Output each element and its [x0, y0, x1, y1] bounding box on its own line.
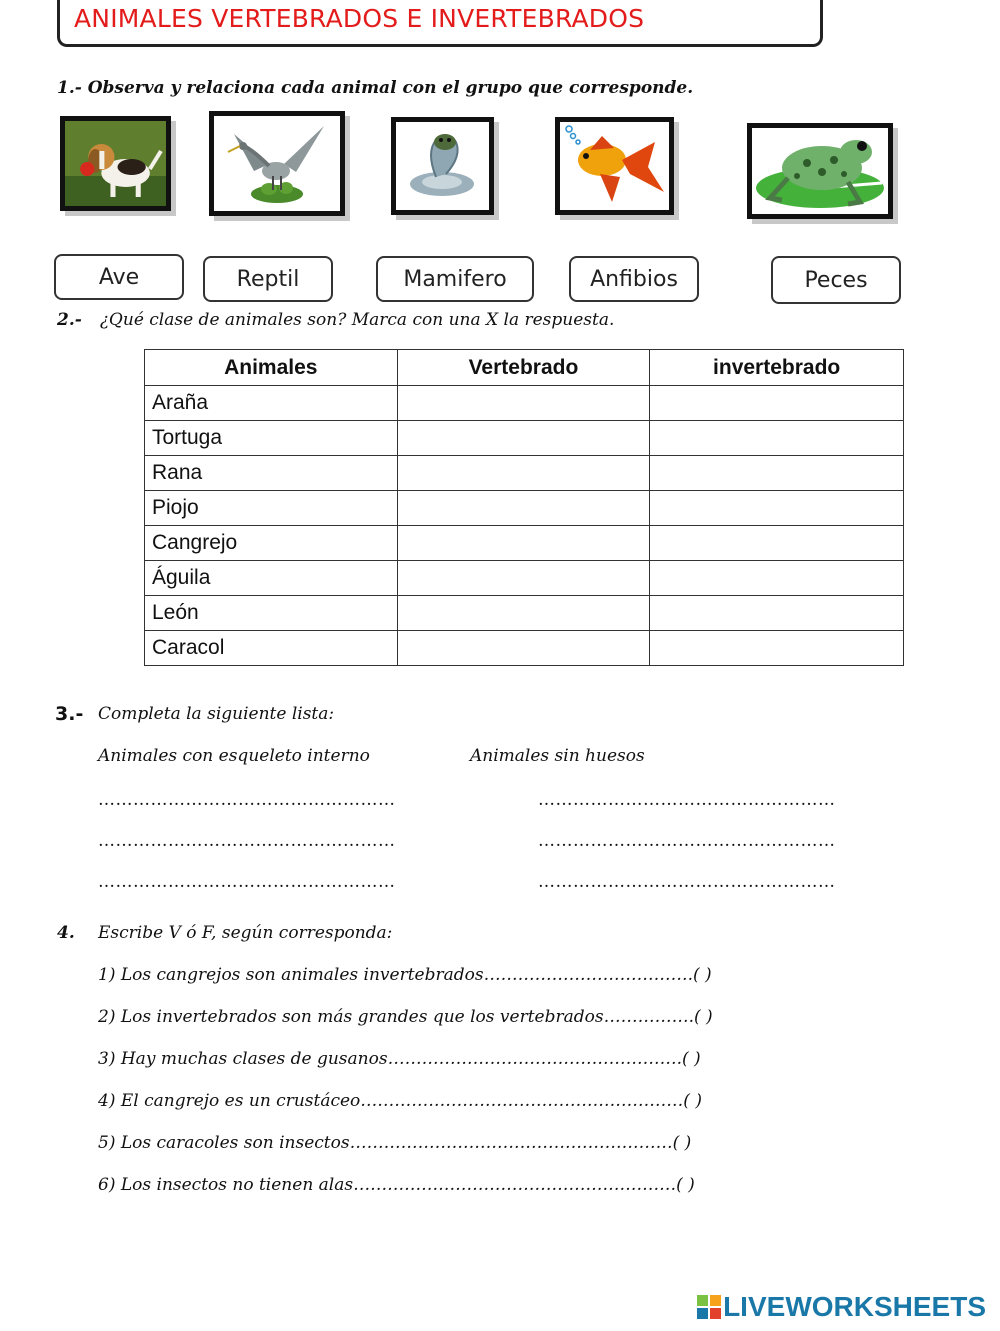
animal-name: Tortuga: [145, 421, 398, 456]
snake-image: [391, 117, 494, 215]
invertebrado-cell[interactable]: [650, 386, 904, 421]
header-animales: Animales: [145, 350, 398, 386]
animal-name: Cangrejo: [145, 526, 398, 561]
label-anfibios[interactable]: Anfibios: [569, 256, 699, 302]
invertebrado-cell[interactable]: [650, 596, 904, 631]
section2-number: 2.-: [57, 310, 82, 330]
vertebrado-cell[interactable]: [397, 561, 650, 596]
header-vertebrado: Vertebrado: [397, 350, 650, 386]
section2-instruction-row: [57, 310, 614, 330]
table-header-row: [145, 350, 904, 386]
brand-mark-icon: [697, 1295, 721, 1319]
frog-image: [747, 123, 893, 219]
section4-instruction: Escribe V ó F, según corresponda:: [98, 923, 393, 943]
section4-number: 4.: [57, 923, 75, 943]
label-reptil[interactable]: Reptil: [203, 256, 333, 302]
animal-name: Araña: [145, 386, 398, 421]
animal-name: León: [145, 596, 398, 631]
fish-image: [555, 117, 674, 215]
section3-instruction: Completa la siguiente lista:: [98, 704, 335, 724]
right-answer-line-1[interactable]: ……………………………………………: [538, 790, 836, 810]
right-answer-line-3[interactable]: ……………………………………………: [538, 872, 836, 892]
animal-name: Águila: [145, 561, 398, 596]
table-row: [145, 421, 904, 456]
table-row: [145, 526, 904, 561]
vertebrado-cell[interactable]: [397, 631, 650, 666]
left-answer-line-3[interactable]: ……………………………………………: [98, 872, 396, 892]
section1-instruction: 1.- Observa y relaciona cada animal con el grupo que corresponde.: [57, 78, 694, 98]
vertebrado-cell[interactable]: [397, 526, 650, 561]
invertebrado-cell[interactable]: [650, 456, 904, 491]
table-row: [145, 386, 904, 421]
table-row: [145, 456, 904, 491]
statement-3[interactable]: 3) Hay muchas clases de gusanos…………………………………………….( ): [98, 1049, 701, 1069]
left-answer-line-2[interactable]: ……………………………………………: [98, 831, 396, 851]
invertebrado-cell[interactable]: [650, 421, 904, 456]
section2-instruction: ¿Qué clase de animales son? Marca con una X la respuesta.: [99, 310, 615, 330]
statement-1[interactable]: 1) Los cangrejos son animales invertebrados……………………………….( ): [98, 965, 712, 985]
left-answer-line-1[interactable]: ……………………………………………: [98, 790, 396, 810]
right-answer-line-2[interactable]: ……………………………………………: [538, 831, 836, 851]
vertebrado-cell[interactable]: [397, 596, 650, 631]
animal-name: Caracol: [145, 631, 398, 666]
liveworksheets-logo: [697, 1291, 986, 1323]
label-mamifero[interactable]: Mamifero: [376, 256, 534, 302]
vertebrado-cell[interactable]: [397, 421, 650, 456]
dog-image: [60, 116, 171, 211]
page-title: ANIMALES VERTEBRADOS E INVERTEBRADOS: [74, 4, 645, 33]
table-row: [145, 596, 904, 631]
statement-4[interactable]: 4) El cangrejo es un crustáceo…………………………………………………( ): [98, 1091, 702, 1111]
animals-table: [144, 349, 904, 666]
right-column-heading: Animales sin huesos: [470, 746, 645, 766]
table-row: [145, 561, 904, 596]
invertebrado-cell[interactable]: [650, 491, 904, 526]
header-invertebrado: invertebrado: [650, 350, 904, 386]
table-row: [145, 491, 904, 526]
animal-name: Rana: [145, 456, 398, 491]
section3-number: 3.-: [55, 703, 84, 725]
statement-5[interactable]: 5) Los caracoles son insectos…………………………………………………( ): [98, 1133, 692, 1153]
statement-2[interactable]: 2) Los invertebrados son más grandes que los vertebrados…………….( ): [98, 1007, 713, 1027]
bird-image: [209, 111, 345, 216]
statement-6[interactable]: 6) Los insectos no tienen alas…………………………………………………( ): [98, 1175, 695, 1195]
vertebrado-cell[interactable]: [397, 491, 650, 526]
invertebrado-cell[interactable]: [650, 561, 904, 596]
label-peces[interactable]: Peces: [771, 256, 901, 304]
animal-name: Piojo: [145, 491, 398, 526]
vertebrado-cell[interactable]: [397, 456, 650, 491]
invertebrado-cell[interactable]: [650, 526, 904, 561]
table-row: [145, 631, 904, 666]
brand-name: LIVEWORKSHEETS: [723, 1291, 986, 1322]
label-ave[interactable]: Ave: [54, 254, 184, 300]
vertebrado-cell[interactable]: [397, 386, 650, 421]
invertebrado-cell[interactable]: [650, 631, 904, 666]
left-column-heading: Animales con esqueleto interno: [98, 746, 370, 766]
